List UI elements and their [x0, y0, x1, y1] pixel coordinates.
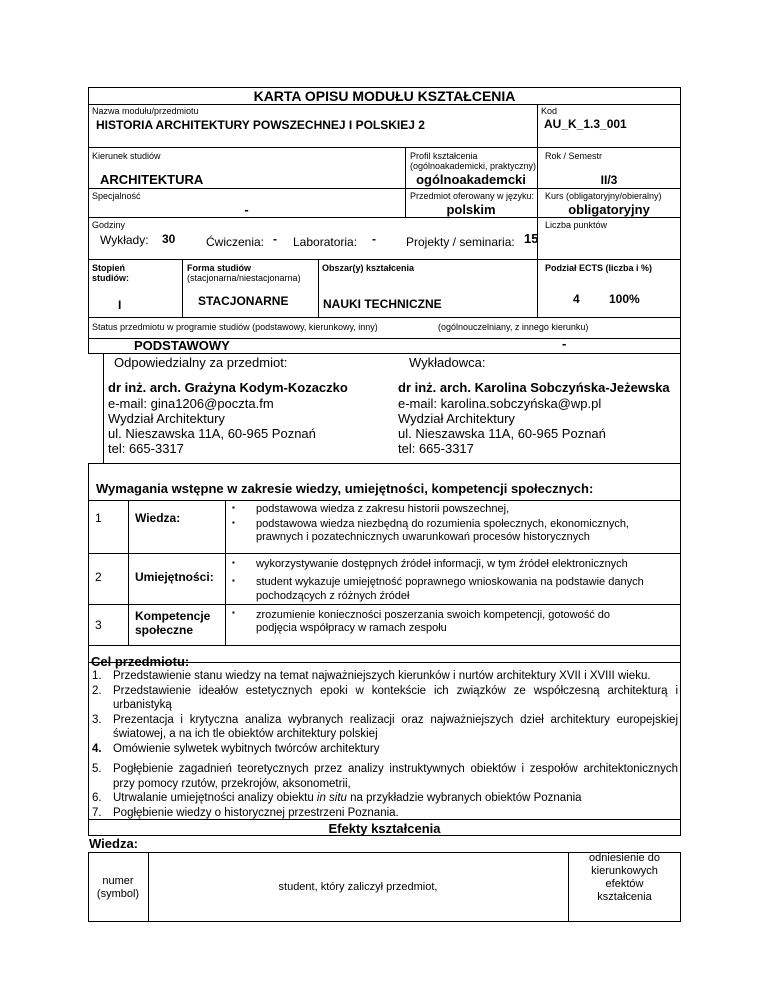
lecturer-tel: tel: 665-3317: [398, 441, 474, 456]
direction: ARCHITEKTURA: [100, 172, 204, 187]
req-2-item-1: wykorzystywanie dostępnych źródeł informacji, w tym źródeł elektronicznych: [256, 558, 628, 570]
req-1-item-2-cont: prawnych i pozatechnicznych uwarunkowań procesów historycznych: [256, 531, 590, 543]
effects-col-symbol: (symbol): [96, 888, 140, 900]
status-label-2: (ogólnouczelniany, z innego kierunku): [438, 322, 589, 332]
req-1-num: 1: [95, 511, 102, 525]
goal-item: 6. Utrwalanie umiejętności analizy obiektu in situ na przykładzie wybranych obiektów Poznania: [92, 792, 582, 804]
req-1-item-1: podstawowa wiedza z zakresu historii powszechnej,: [256, 503, 510, 515]
req-3-item-1-cont: podjęcia współpracy w ramach zespołu: [256, 622, 447, 634]
projects-value: 15: [524, 231, 539, 246]
effects-col-reference-3: efektów: [605, 878, 644, 890]
exercises-value: -: [273, 232, 277, 246]
module-code: AU_K_1.3_001: [544, 117, 627, 131]
responsible-address: ul. Nieszawska 11A, 60-965 Poznań: [108, 426, 316, 441]
form: STACJONARNE: [198, 294, 289, 308]
specialty-label: Specjalność: [92, 191, 141, 201]
goals-title: Cel przedmiotu:: [91, 654, 190, 669]
degree: I: [118, 298, 122, 312]
req-3-category-2: społeczne: [135, 623, 194, 637]
req-2-item-2-cont: pochodzących z różnych źródeł: [256, 590, 410, 602]
lectures-label: Wykłady:: [100, 233, 149, 247]
goal-item: 2. Przedstawienie ideałów estetycznych epoki w kontekście ich związków ze współczesną architekturą i urbanistyką: [92, 684, 678, 711]
req-3-item-1: zrozumienie konieczności poszerzania swoich kompetencji, gotowość do: [256, 609, 611, 621]
effects-col-reference: odniesienie do: [589, 852, 660, 864]
req-2-category: Umiejętności:: [135, 570, 214, 584]
bullet-icon: ▪: [232, 558, 235, 567]
effects-col-number: numer: [102, 875, 134, 887]
req-1-item-2: podstawowa wiedza niezbędną do rozumienia społecznych, ekonomicznych,: [256, 518, 629, 530]
responsible-label: Odpowiedzialny za przedmiot:: [114, 355, 288, 370]
exercises-label: Ćwiczenia:: [206, 235, 265, 249]
bullet-icon: ▪: [232, 576, 235, 585]
lecturer-dept: Wydział Architektury: [398, 411, 515, 426]
ects-label: Podział ECTS (liczba i %): [545, 263, 653, 273]
course: obligatoryjny: [568, 202, 650, 217]
form-label-2: (stacjonarna/niestacjonarna): [187, 273, 301, 283]
responsible-tel: tel: 665-3317: [108, 441, 184, 456]
req-3-category: Kompetencje: [135, 609, 211, 623]
req-2-item-2: student wykazuje umiejętność poprawnego wnioskowania na podstawie danych: [256, 576, 644, 588]
req-1-category: Wiedza:: [135, 511, 181, 525]
degree-label: Stopień: [92, 263, 125, 273]
degree-label-2: studiów:: [92, 273, 129, 283]
requirements-title: Wymagania wstępne w zakresie wiedzy, umiejętności, kompetencji społecznych:: [96, 481, 594, 496]
module-name: HISTORIA ARCHITEKTURY POWSZECHNEJ I POLSKIEJ 2: [96, 118, 425, 132]
profile-label-2: (ogólnoakademicki, praktyczny): [410, 161, 537, 171]
specialty: -: [244, 202, 249, 217]
effects-col-description: student, który zaliczył przedmiot,: [278, 881, 438, 893]
course-label: Kurs (obligatoryjny/obieralny): [545, 191, 662, 201]
page-title: KARTA OPISU MODUŁU KSZTAŁCENIA: [253, 88, 516, 104]
responsible-email: e-mail: gina1206@poczta.fm: [108, 396, 274, 411]
ects-value: 4: [573, 292, 580, 306]
status-value-2: -: [562, 336, 567, 351]
points-label: Liczba punktów: [545, 220, 608, 230]
goal-item: 1. Przedstawienie stanu wiedzy na temat najważniejszych kierunków i nurtów architektury XVII i XVIII wieku.: [92, 670, 651, 682]
hours-label: Godziny: [92, 220, 126, 230]
bullet-icon: ▪: [232, 503, 235, 512]
req-3-num: 3: [95, 618, 102, 632]
bullet-icon: ▪: [232, 608, 235, 617]
year: II/3: [600, 173, 618, 187]
responsible-dept: Wydział Architektury: [108, 411, 225, 426]
direction-label: Kierunek studiów: [92, 151, 161, 161]
area: NAUKI TECHNICZNE: [323, 297, 442, 311]
profile: ogólnoakademcki: [416, 172, 526, 187]
status-label: Status przedmiotu w programie studiów (podstawowy, kierunkowy, inny): [92, 322, 378, 332]
effects-col-reference-4: kształcenia: [597, 891, 652, 903]
responsible-name: dr inż. arch. Grażyna Kodym-Kozaczko: [108, 380, 348, 395]
effects-col-reference-2: kierunkowych: [591, 865, 658, 877]
bullet-icon: ▪: [232, 518, 235, 527]
goals-list: [88, 669, 678, 820]
goal-item: 5. Pogłębienie zagadnień teoretycznych przez analizy instruktywnych obiektów i zespołów architektonicznych przy pomocy rzutów, przekrojów, aksonometrii,: [92, 763, 678, 790]
effects-subtitle: Wiedza:: [89, 836, 138, 851]
lecturer-label: Wykładowca:: [409, 355, 486, 370]
lecturer-address: ul. Nieszawska 11A, 60-965 Poznań: [398, 426, 606, 441]
goal-item: 7. Pogłębienie wiedzy o historycznej przestrzeni Poznania.: [92, 806, 399, 819]
goal-item: 4. Omówienie sylwetek wybitnych twórców architektury: [92, 742, 380, 755]
status-value: PODSTAWOWY: [134, 338, 230, 353]
form-label: Forma studiów: [187, 263, 252, 273]
code-label: Kod: [541, 106, 558, 116]
ects-percent: 100%: [609, 292, 640, 306]
effects-title: Efekty kształcenia: [328, 821, 441, 836]
year-label: Rok / Semestr: [545, 151, 603, 161]
profile-label: Profil kształcenia: [410, 151, 478, 161]
area-label: Obszar(y) kształcenia: [322, 263, 415, 273]
goal-item: 3. Prezentacja i krytyczna analiza wybranych realizacji oraz najważniejszych dzieł architektury europejskiej światowej, a na ich tle obiektów architektury polskiej: [92, 713, 678, 740]
projects-label: Projekty / seminaria:: [406, 235, 515, 249]
req-2-num: 2: [95, 570, 102, 584]
language-label: Przedmiot oferowany w języku:: [410, 191, 535, 201]
lecturer-name: dr inż. arch. Karolina Sobczyńska-Jeżewska: [398, 380, 670, 395]
module-name-label: Nazwa modułu/przedmiotu: [92, 106, 199, 116]
language: polskim: [446, 202, 496, 217]
lab-value: -: [372, 232, 376, 246]
lab-label: Laboratoria:: [293, 235, 358, 249]
lecturer-email: e-mail: karolina.sobczyńska@wp.pl: [398, 396, 602, 411]
lectures-value: 30: [162, 232, 176, 246]
